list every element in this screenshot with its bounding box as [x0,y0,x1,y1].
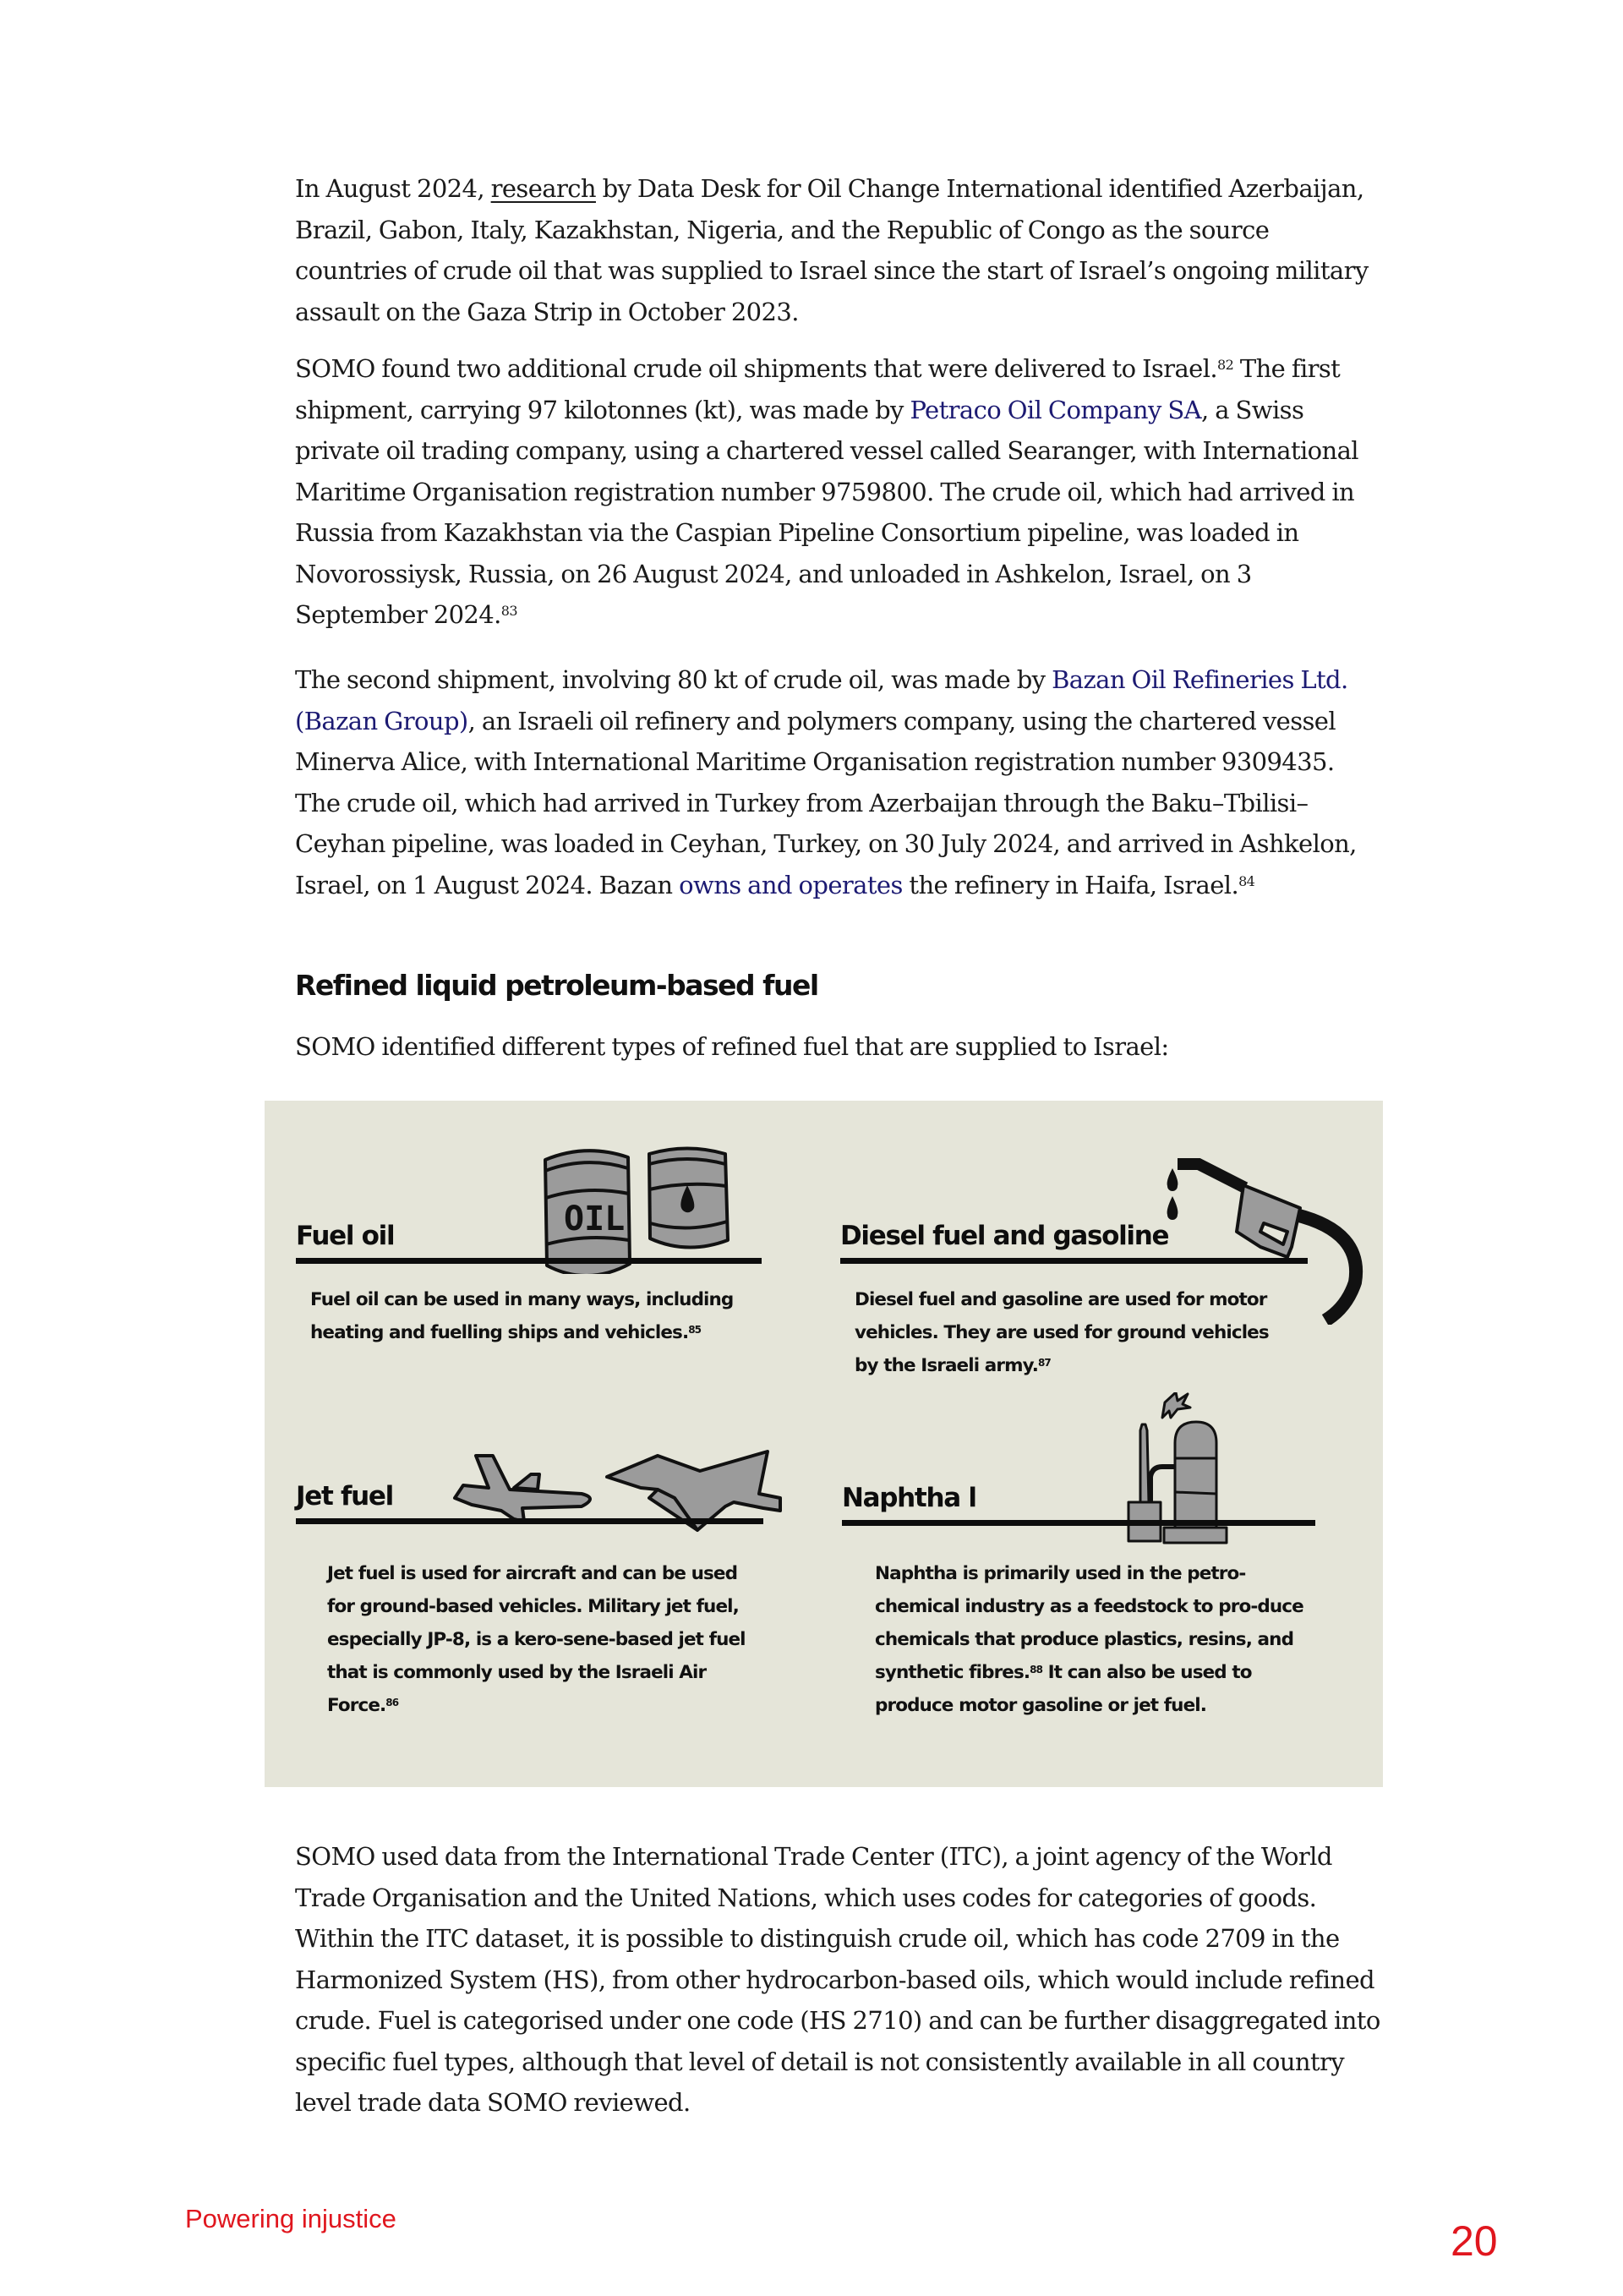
svg-text:OIL: OIL [564,1200,626,1238]
petraco-link[interactable]: Petraco Oil Company SA [910,395,1201,424]
paragraph-itc-data: SOMO used data from the International Trade Center (ITC), a joint agency of the World Trade Organisation and the United Nations, which uses codes for categories of goods. Within the ITC dataset, it is possible to distinguish crude oil, which has code 2709 in the Harmonized System (HS), from other hydrocarbon-based oils, which would include refined crude. Fuel is categorised under one code (HS 2710) and can be further disaggregated into specific fuel types, although that level of detail is not consistently available in all country level trade data SOMO reviewed. [295,1842,1380,2117]
footnote-88[interactable]: 88 [1030,1664,1043,1676]
footnote-82[interactable]: 82 [1217,357,1234,373]
p3-text-b: , an Israeli oil refinery and polymers company, using the chartered vessel Minerva Alice, with International Maritime Organisation registration number 9309435. The crude oil, which had arrived in Turkey from Azerbaijan through the Baku–Tbilisi–Ceyhan pipeline, was loaded in Ceyhan, Turkey, on 30 July 2024, and arrived in Ashkelon, Israel, on 1 August 2024. Bazan [295,706,1357,899]
footnote-83[interactable]: 83 [500,603,517,619]
footnote-87[interactable]: 87 [1037,1357,1051,1369]
intro-paragraph: SOMO identified different types of refined fuel that are supplied to Israel: [295,1032,1169,1061]
paragraph-first-shipment [295,348,1385,636]
p3-text-a: The second shipment, involving 80 kt of crude oil, was made by [295,665,1052,694]
card-text-jet-fuel: Jet fuel is used for aircraft and can be used for ground-based vehicles. Military jet fuel, especially JP-8, is a kero-sene-based jet fuel that is commonly used by the Israeli Air Force.$^{86}$ [327,1563,746,1716]
page-number: 20 [1451,2217,1498,2265]
footnote-86[interactable]: 86 [385,1697,399,1708]
card-text-naphtha: Naphtha is primarily used in the petro-chemical industry as a feedstock to pro-duce chemicals that produce plastics, resins, and synthetic fibres.$^{88}$ It can also be used to produce motor gasoline or jet fuel. [875,1563,1303,1716]
section-heading: Refined liquid petroleum-based fuel [295,969,818,1002]
footnote-84[interactable]: 84 [1238,872,1255,889]
oil-barrels-icon [535,1139,738,1274]
card-rule [840,1258,1308,1264]
refined-fuel-infographic [265,1101,1383,1787]
p2-text-c: , a Swiss private oil trading company, using a chartered vessel called Searanger, with International Maritime Organisation registration number 9759800. The crude oil, which had arrived in Russia from Kazakhstan via the Caspian Pipeline Consortium pipeline, was loaded in Novorossiysk, Russia, on 26 August 2024, and unloaded in Ashkelon, Israel, on 3 September 2024. [295,395,1358,629]
card-title-jet-fuel: Jet fuel [296,1481,393,1512]
card-text-diesel: Diesel fuel and gasoline are used for motor vehicles. They are used for ground vehicles by the Israeli army.$^{87}$ [855,1289,1269,1376]
footnote-85[interactable]: 85 [688,1324,702,1336]
p2-text-a: SOMO found two additional crude oil shipments that were delivered to Israel. [295,354,1218,383]
card-rule [842,1520,1315,1526]
research-link[interactable]: research [490,174,596,203]
aircraft-icon [446,1447,784,1540]
footer-report-title: Powering injustice [185,2204,396,2233]
p1-prefix: In August 2024, [295,174,491,203]
p3-text-c: the refinery in Haifa, Israel. [902,870,1239,899]
card-rule [296,1518,763,1524]
owns-and-operates-link[interactable]: owns and operates [679,870,903,899]
p2-text-b: The first shipment, carrying 97 kilotonnes (kt), was made by [295,354,1341,424]
card-title-naphtha: Naphtha l [842,1483,976,1513]
paragraph-research [295,168,1385,332]
paragraph-second-shipment [295,659,1385,905]
bazan-link[interactable]: Bazan Oil Refineries Ltd. (Bazan Group) [295,665,1348,735]
card-rule [296,1258,762,1264]
p1-rest: by Data Desk for Oil Change International identified Azerbaijan, Brazil, Gabon, Italy, Kazakhstan, Nigeria, and the Republic of Congo as the source countries of crude oil that was supplied to Israel since the start of Israel’s ongoing military assault on the Gaza Strip in October 2023. [295,174,1369,326]
card-title-diesel: Diesel fuel and gasoline [840,1221,1169,1251]
card-text-fuel-oil: Fuel oil can be used in many ways, including heating and fuelling ships and vehicles.$^{85}$ [310,1289,734,1343]
card-title-fuel-oil: Fuel oil [296,1221,395,1251]
